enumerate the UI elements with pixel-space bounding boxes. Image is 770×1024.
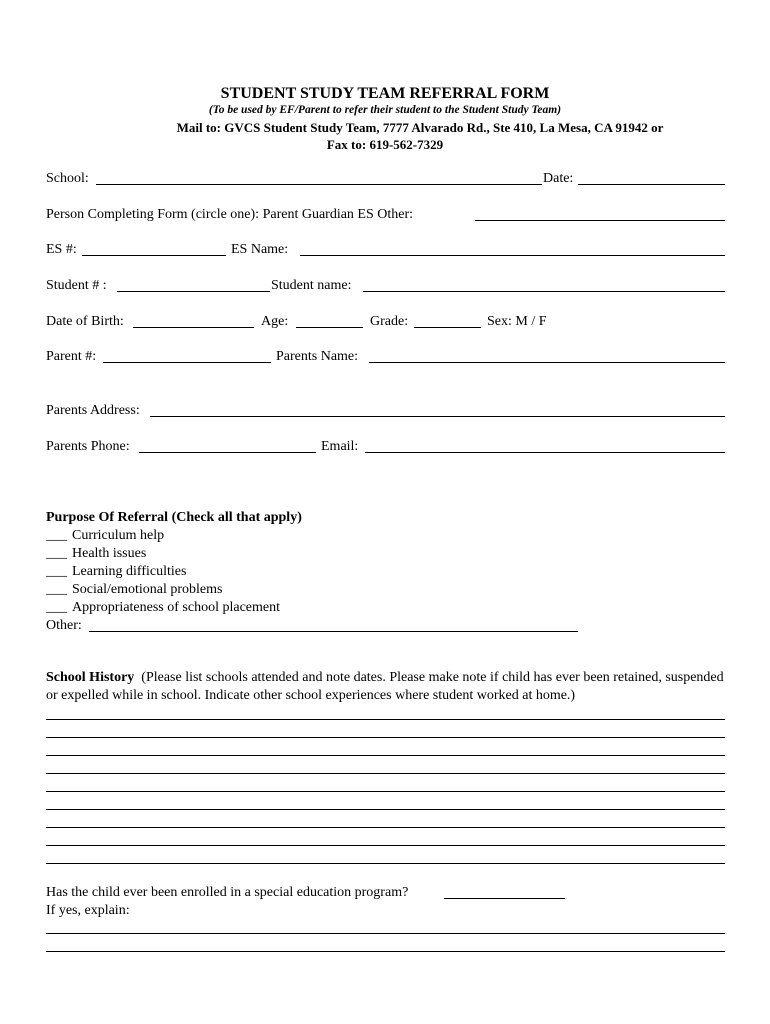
referral-heading: Purpose Of Referral (Check all that apply)	[46, 510, 302, 525]
parent-number-field[interactable]	[103, 362, 271, 363]
student-name-field[interactable]	[363, 291, 725, 292]
dob-field[interactable]	[133, 327, 254, 328]
school-history-text	[46, 669, 736, 705]
special-ed-question: Has the child ever been enrolled in a special education program?	[46, 885, 409, 900]
form-subtitle: (To be used by EF/Parent to refer their student to the Student Study Team)	[208, 104, 562, 116]
school-history-line[interactable]	[46, 827, 725, 828]
person-completing-label: Person Completing Form (circle one): Parent Guardian ES Other:	[46, 207, 414, 222]
parents-name-field[interactable]	[369, 362, 725, 363]
school-history-line[interactable]	[46, 791, 725, 792]
age-field[interactable]	[296, 327, 363, 328]
parents-phone-label: Parents Phone:	[46, 439, 130, 454]
sex-label[interactable]: Sex: M / F	[487, 314, 547, 329]
parents-phone-field[interactable]	[139, 452, 316, 453]
school-history-line[interactable]	[46, 719, 725, 720]
es-name-label: ES Name:	[231, 242, 289, 257]
school-history-heading: School History	[46, 670, 135, 685]
school-field[interactable]	[96, 184, 542, 185]
date-label: Date:	[543, 171, 574, 186]
school-history-line[interactable]	[46, 773, 725, 774]
parents-address-field[interactable]	[150, 416, 725, 417]
checkbox-blank[interactable]: ___	[46, 546, 67, 561]
mail-to-line: Mail to: GVCS Student Study Team, 7777 Alvarado Rd., Ste 410, La Mesa, CA 91942 or	[176, 120, 664, 135]
checkbox-blank[interactable]: ___	[46, 582, 67, 597]
es-name-field[interactable]	[300, 255, 725, 256]
school-label: School:	[46, 171, 89, 186]
form-title: STUDENT STUDY TEAM REFERRAL FORM	[220, 85, 550, 102]
other-person-field[interactable]	[475, 220, 725, 221]
special-ed-answer-field[interactable]	[444, 898, 565, 899]
school-history-line[interactable]	[46, 845, 725, 846]
referral-other-field[interactable]	[89, 631, 578, 632]
email-field[interactable]	[365, 452, 725, 453]
special-ed-explain-line[interactable]	[46, 951, 725, 952]
checkbox-blank[interactable]: ___	[46, 600, 67, 615]
referral-other-label: Other:	[46, 618, 82, 633]
referral-option-health: Health issues	[72, 546, 147, 561]
student-number-field[interactable]	[117, 291, 270, 292]
dob-label: Date of Birth:	[46, 314, 124, 329]
email-label: Email:	[321, 439, 359, 454]
es-number-label: ES #:	[46, 242, 77, 257]
referral-option-learning: Learning difficulties	[72, 564, 187, 579]
school-history-line[interactable]	[46, 863, 725, 864]
referral-option-curriculum: Curriculum help	[72, 528, 165, 543]
grade-field[interactable]	[414, 327, 481, 328]
school-history-line[interactable]	[46, 755, 725, 756]
special-ed-explain-line[interactable]	[46, 933, 725, 934]
parent-number-label: Parent #:	[46, 349, 97, 364]
school-history-line[interactable]	[46, 737, 725, 738]
parents-name-label: Parents Name:	[276, 349, 359, 364]
age-label: Age:	[261, 314, 289, 329]
referral-option-placement: Appropriateness of school placement	[72, 600, 280, 615]
school-history-instructions: (Please list schools attended and note dates. Please make note if child has ever been retained, suspended or expelled while in school. Indicate other school experiences where student worked at home.)	[46, 670, 724, 703]
date-field[interactable]	[578, 184, 725, 185]
fax-line: Fax to: 619-562-7329	[326, 137, 444, 152]
parents-address-label: Parents Address:	[46, 403, 140, 418]
student-number-label: Student # :	[46, 278, 107, 293]
special-ed-explain-label: If yes, explain:	[46, 903, 130, 918]
grade-label: Grade:	[370, 314, 409, 329]
student-name-label: Student name:	[271, 278, 352, 293]
checkbox-blank[interactable]: ___	[46, 528, 67, 543]
es-number-field[interactable]	[82, 255, 226, 256]
referral-option-social: Social/emotional problems	[72, 582, 223, 597]
school-history-line[interactable]	[46, 809, 725, 810]
checkbox-blank[interactable]: ___	[46, 564, 67, 579]
